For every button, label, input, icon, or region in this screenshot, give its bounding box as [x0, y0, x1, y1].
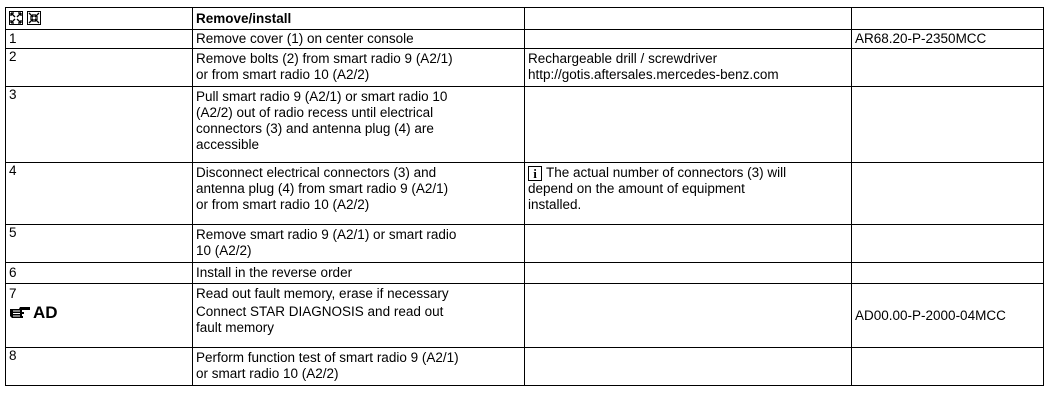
step-number: 4 — [6, 163, 193, 225]
step-row — [6, 348, 1044, 386]
step-note — [525, 49, 852, 87]
step-row — [6, 284, 1044, 348]
action-line: (A2/2) out of radio recess until electrical — [196, 105, 434, 120]
step-reference — [852, 225, 1044, 263]
tool-link[interactable]: http://gotis.aftersales.mercedes-benz.com — [528, 67, 779, 82]
step-row — [6, 87, 1044, 163]
step-reference[interactable]: AR68.20-P-2350MCC — [852, 30, 1044, 49]
step-reference — [852, 87, 1044, 163]
step-note — [525, 263, 852, 284]
step-reference — [852, 49, 1044, 87]
action-line: connectors (3) and antenna plug (4) are — [196, 121, 434, 136]
step-row — [6, 163, 1044, 225]
step-note — [525, 225, 852, 263]
step-note — [525, 284, 852, 348]
step-action — [193, 163, 525, 225]
action-line: or from smart radio 10 (A2/2) — [196, 197, 370, 212]
step-action — [193, 30, 525, 49]
action-line: 10 (A2/2) — [196, 243, 252, 258]
step-note — [525, 348, 852, 386]
step-action — [193, 348, 525, 386]
step-note — [525, 163, 852, 225]
step-action — [193, 87, 525, 163]
action-line: Remove cover (1) on center console — [196, 31, 414, 46]
step-number: 5 — [6, 225, 193, 263]
action-line: or from smart radio 10 (A2/2) — [196, 67, 370, 82]
note-line: installed. — [528, 197, 582, 212]
step-action — [193, 284, 525, 348]
note-line: depend on the amount of equipment — [528, 181, 745, 196]
action-line: Perform function test of smart radio 9 (A2/1) — [196, 350, 459, 365]
pointing-hand-icon — [9, 306, 31, 320]
action-line: fault memory — [196, 320, 275, 335]
step-number: 1 — [6, 30, 193, 49]
step-reference — [852, 263, 1044, 284]
info-icon: i — [528, 166, 542, 181]
tool-name: Rechargeable drill / screwdriver — [528, 51, 718, 66]
step-row — [6, 30, 1044, 49]
step-action — [193, 225, 525, 263]
action-line: Read out fault memory, erase if necessary — [196, 286, 449, 301]
step-number: 8 — [6, 348, 193, 386]
action-line: antenna plug (4) from smart radio 9 (A2/1) — [196, 181, 449, 196]
step-number-cell — [6, 284, 193, 348]
expand-icon[interactable] — [9, 11, 23, 25]
step-row — [6, 263, 1044, 284]
step-note — [525, 87, 852, 163]
step-reference[interactable]: AD00.00-P-2000-04MCC — [852, 284, 1044, 348]
step-reference — [852, 163, 1044, 225]
collapse-icon[interactable] — [27, 11, 41, 25]
step-row — [6, 225, 1044, 263]
step-number: 2 — [6, 49, 193, 87]
step-action — [193, 263, 525, 284]
header-empty-cell — [852, 8, 1044, 30]
header-empty-cell — [525, 8, 852, 30]
action-line: or smart radio 10 (A2/2) — [196, 366, 339, 381]
header-icons-cell — [6, 8, 193, 30]
action-line: Connect STAR DIAGNOSIS and read out — [196, 304, 444, 319]
step-reference — [852, 348, 1044, 386]
step-number: 3 — [6, 87, 193, 163]
ad-badge: AD — [33, 303, 58, 322]
note-line: The actual number of connectors (3) will — [546, 165, 787, 180]
step-number: 7 — [9, 286, 17, 301]
action-line: Pull smart radio 9 (A2/1) or smart radio 10 — [196, 89, 448, 104]
header-row — [6, 8, 1044, 30]
procedure-table — [5, 7, 1044, 386]
action-line: accessible — [196, 137, 260, 152]
step-action — [193, 49, 525, 87]
action-line: Remove bolts (2) from smart radio 9 (A2/1) — [196, 51, 453, 66]
action-line: Install in the reverse order — [196, 265, 353, 280]
step-row — [6, 49, 1044, 87]
header-title: Remove/install — [193, 8, 525, 30]
step-number: 6 — [6, 263, 193, 284]
action-line: Disconnect electrical connectors (3) and — [196, 165, 437, 180]
step-note — [525, 30, 852, 49]
action-line: Remove smart radio 9 (A2/1) or smart radio — [196, 227, 457, 242]
